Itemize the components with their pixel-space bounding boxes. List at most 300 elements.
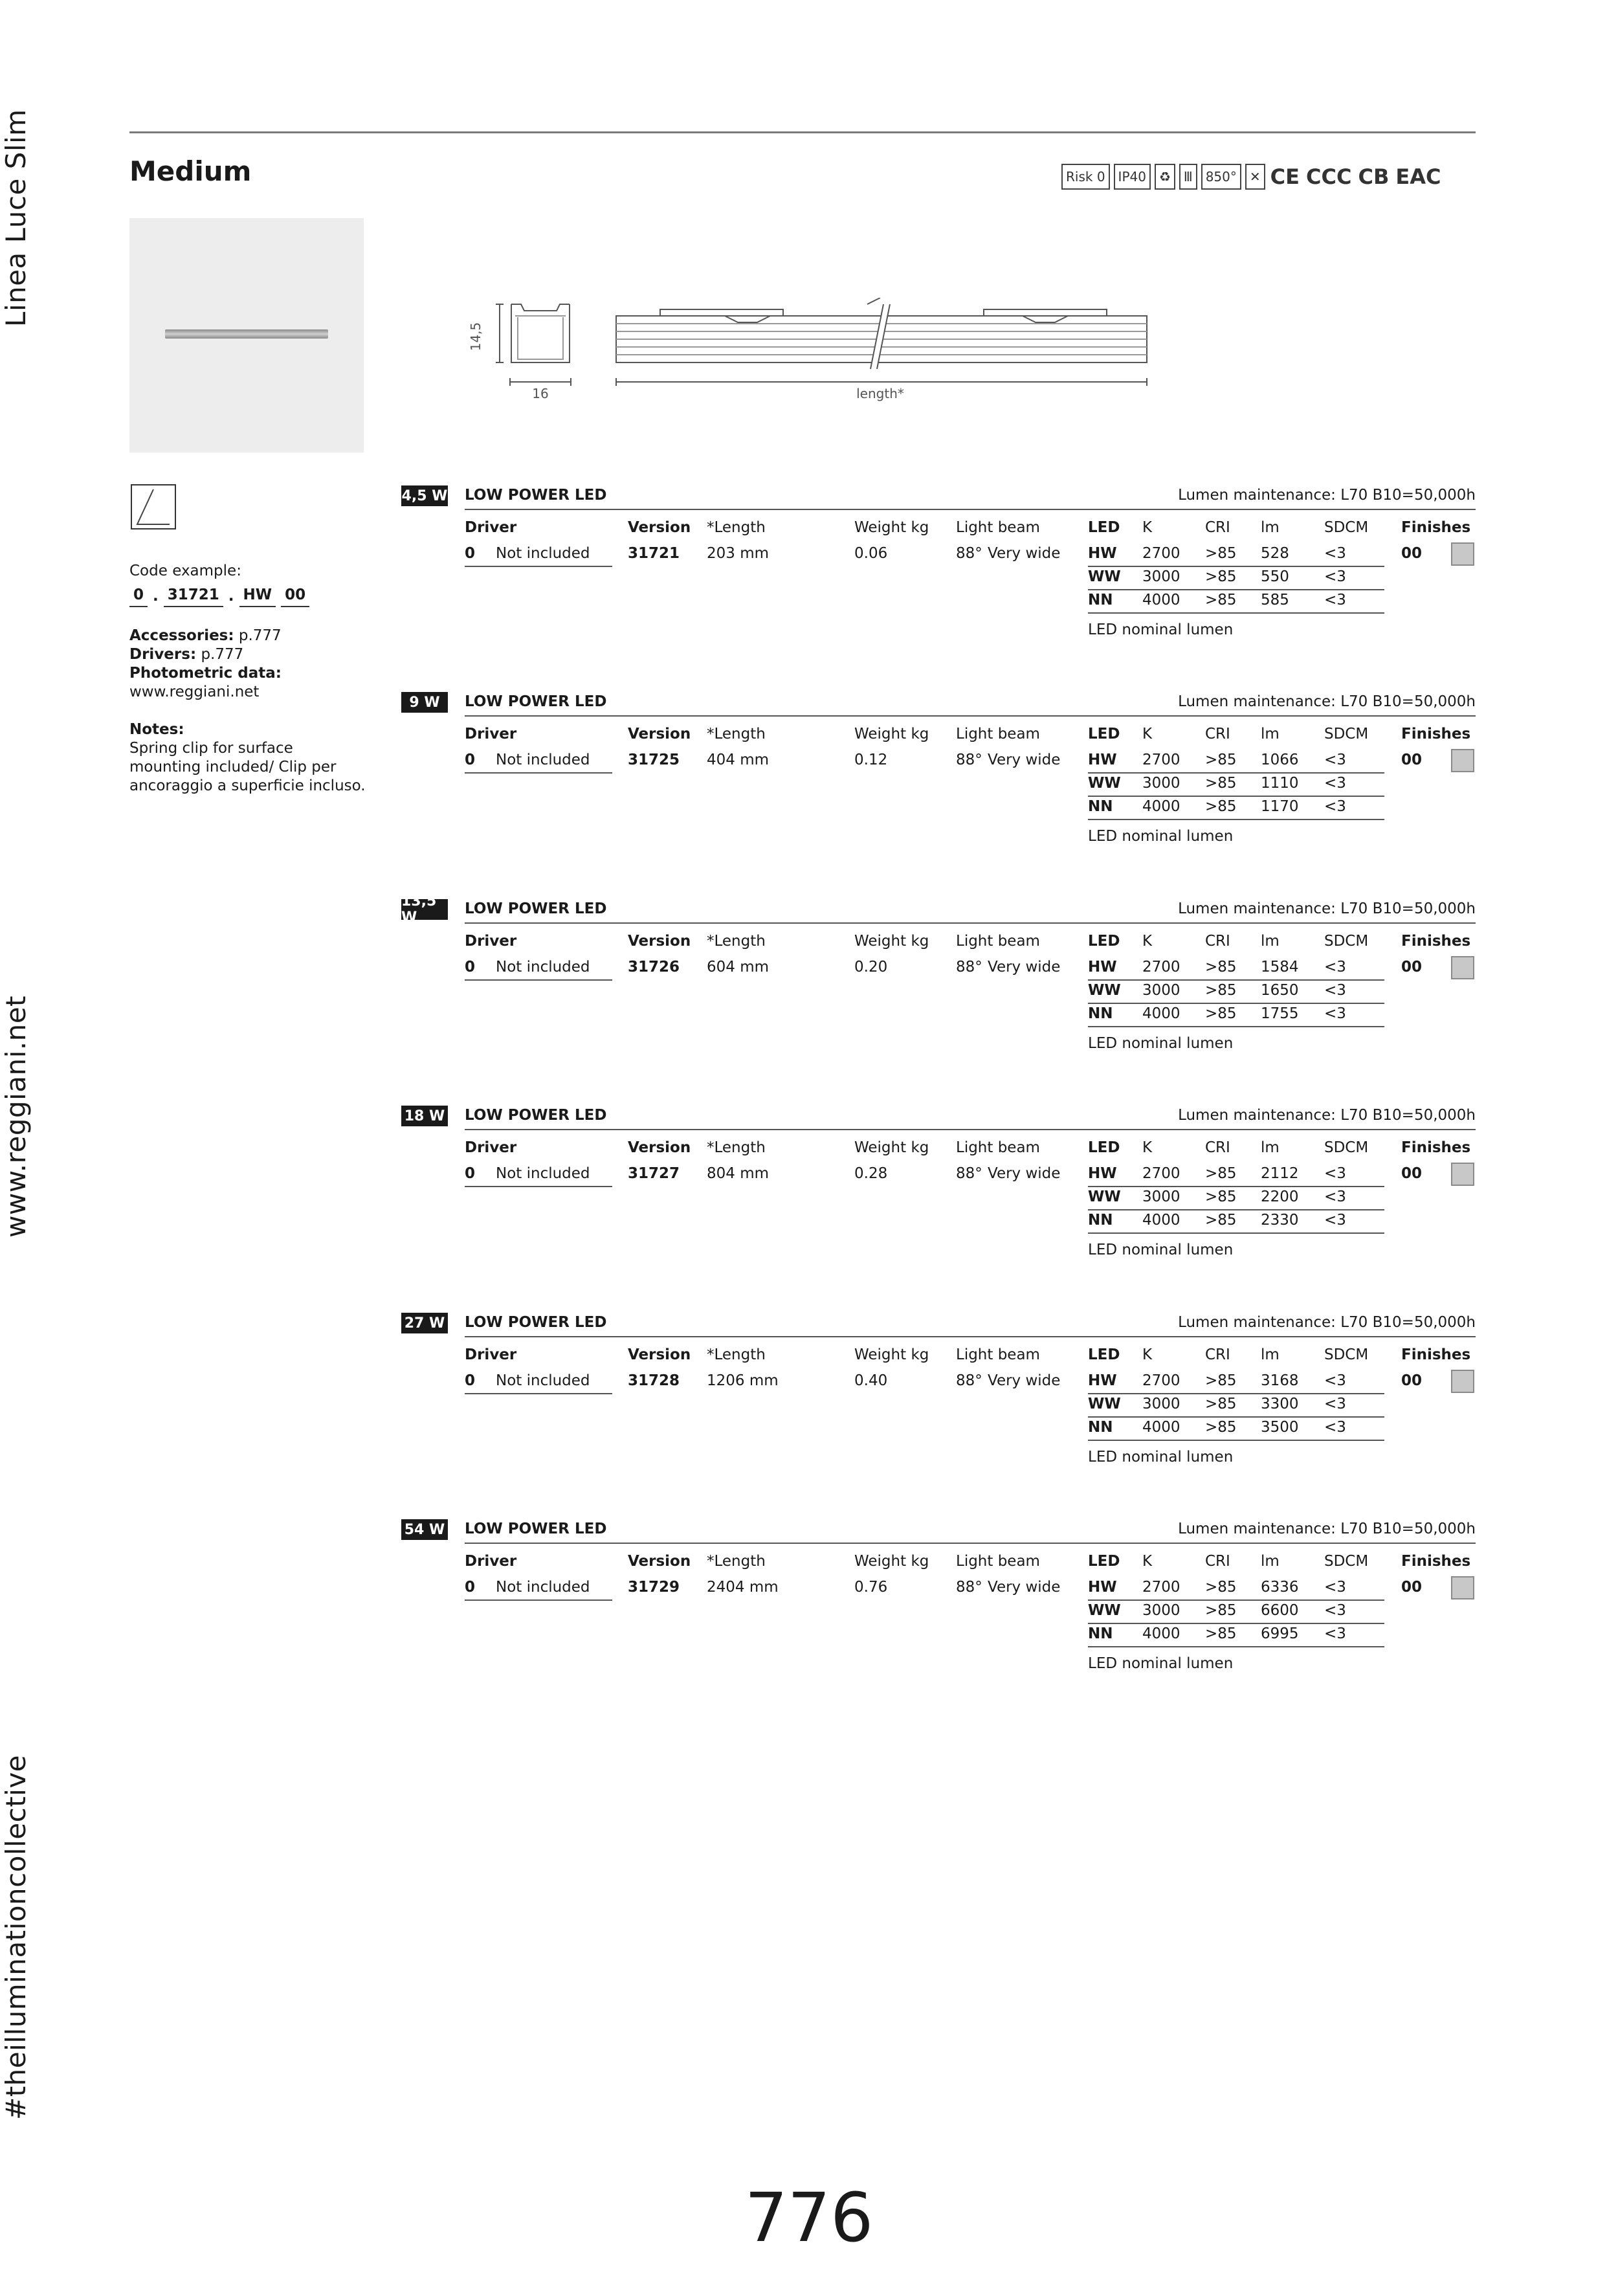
led-row-divider <box>1088 566 1384 567</box>
header-sdcm: SDCM <box>1324 1346 1369 1363</box>
led-cri: >85 <box>1205 775 1237 792</box>
finish-swatch[interactable] <box>1451 1576 1474 1599</box>
header-finishes: Finishes <box>1401 1139 1471 1156</box>
led-row-divider <box>1088 1599 1384 1601</box>
led-code: HW <box>1088 752 1117 768</box>
header-length: *Length <box>707 1346 766 1363</box>
photometric-line <box>129 664 369 683</box>
led-lm: 6336 <box>1261 1579 1299 1596</box>
lumen-maintenance: Lumen maintenance: L70 B10=50,000h <box>1178 1314 1476 1331</box>
led-cri: >85 <box>1205 1579 1237 1596</box>
header-lm: lm <box>1261 1346 1280 1363</box>
notes-label: Notes: <box>129 721 184 738</box>
led-code: WW <box>1088 1188 1121 1205</box>
header-length: *Length <box>707 726 766 742</box>
driver-underline <box>465 1599 612 1601</box>
header-cri: CRI <box>1205 519 1230 536</box>
led-lm: 528 <box>1261 545 1289 562</box>
led-k: 4000 <box>1142 1212 1180 1229</box>
section-title: LOW POWER LED <box>465 693 607 710</box>
header-version: Version <box>628 1139 691 1156</box>
header-led: LED <box>1088 519 1120 536</box>
finish-code: 00 <box>1401 1165 1423 1182</box>
led-nominal-note: LED nominal lumen <box>1088 1035 1234 1052</box>
driver-code: 0 <box>465 752 476 768</box>
led-k: 2700 <box>1142 1165 1180 1182</box>
section-divider <box>465 509 1476 510</box>
notes-text: Spring clip for surface mounting included/ Clip per ancoraggio a superficie incluso. <box>129 740 366 794</box>
led-code: HW <box>1088 1579 1117 1596</box>
lumen-maintenance: Lumen maintenance: L70 B10=50,000h <box>1178 693 1476 710</box>
driver-code: 0 <box>465 1165 476 1182</box>
version-code: 31721 <box>628 545 680 562</box>
finish-swatch[interactable] <box>1451 542 1474 566</box>
light-beam-icon <box>131 484 176 529</box>
beam-label: Very wide <box>988 1579 1061 1596</box>
led-k: 3000 <box>1142 1188 1180 1205</box>
hashtag-text: #theilluminationcollective <box>0 1754 32 2120</box>
led-nominal-note: LED nominal lumen <box>1088 1655 1234 1672</box>
led-code: HW <box>1088 1372 1117 1389</box>
led-lm: 1755 <box>1261 1005 1299 1022</box>
header-driver: Driver <box>465 933 517 950</box>
header-lm: lm <box>1261 1139 1280 1156</box>
header-weight: Weight kg <box>854 1346 929 1363</box>
height-label: 14,5 <box>468 322 483 351</box>
led-sdcm: <3 <box>1324 1188 1346 1205</box>
section-divider <box>465 922 1476 924</box>
weight-value: 0.12 <box>854 752 888 768</box>
led-sdcm: <3 <box>1324 1602 1346 1619</box>
led-k: 2700 <box>1142 752 1180 768</box>
product-section <box>401 1313 1476 1507</box>
led-k: 3000 <box>1142 1602 1180 1619</box>
header-sdcm: SDCM <box>1324 726 1369 742</box>
led-lm: 3168 <box>1261 1372 1299 1389</box>
led-lm: 585 <box>1261 592 1289 608</box>
led-cri: >85 <box>1205 1602 1237 1619</box>
product-photo <box>129 218 364 452</box>
led-sdcm: <3 <box>1324 568 1346 585</box>
led-row-divider <box>1088 612 1384 614</box>
section-divider <box>465 715 1476 717</box>
website-link[interactable]: www.reggiani.net <box>0 995 32 1238</box>
led-row-divider <box>1088 1416 1384 1418</box>
led-sdcm: <3 <box>1324 1165 1346 1182</box>
product-section <box>401 1519 1476 1713</box>
header-weight: Weight kg <box>854 1553 929 1570</box>
header-length: *Length <box>707 519 766 536</box>
left-info-column <box>129 562 369 796</box>
header-version: Version <box>628 933 691 950</box>
led-sdcm: <3 <box>1324 1212 1346 1229</box>
led-row-divider <box>1088 589 1384 590</box>
led-code: NN <box>1088 1419 1113 1436</box>
led-sdcm: <3 <box>1324 1419 1346 1436</box>
header-k: K <box>1142 726 1153 742</box>
led-cri: >85 <box>1205 1396 1237 1412</box>
header-cri: CRI <box>1205 933 1230 950</box>
code-finish: 00 <box>281 586 309 607</box>
header-driver: Driver <box>465 1139 517 1156</box>
code-example <box>129 586 369 607</box>
header-led: LED <box>1088 1346 1120 1363</box>
header-version: Version <box>628 519 691 536</box>
finish-swatch[interactable] <box>1451 1370 1474 1393</box>
led-lm: 1584 <box>1261 959 1299 975</box>
led-cri: >85 <box>1205 798 1237 815</box>
finish-swatch[interactable] <box>1451 956 1474 979</box>
wattage-badge: 9 W <box>401 692 448 713</box>
header-version: Version <box>628 1346 691 1363</box>
header-driver: Driver <box>465 1346 517 1363</box>
led-bar-image <box>165 329 328 339</box>
header-k: K <box>1142 1139 1153 1156</box>
beam-angle: 88° <box>956 959 982 975</box>
no-insulation-icon: ✕ <box>1245 164 1265 190</box>
length-value: 604 mm <box>707 959 770 975</box>
led-sdcm: <3 <box>1324 752 1346 768</box>
cb-mark: CB <box>1358 164 1390 189</box>
led-nominal-note: LED nominal lumen <box>1088 828 1234 845</box>
header-led: LED <box>1088 726 1120 742</box>
header-sdcm: SDCM <box>1324 1139 1369 1156</box>
header-light-beam: Light beam <box>956 726 1040 742</box>
code-separator: . <box>228 588 234 605</box>
header-version: Version <box>628 1553 691 1570</box>
led-row-divider <box>1088 979 1384 981</box>
led-lm: 2330 <box>1261 1212 1299 1229</box>
led-cri: >85 <box>1205 1419 1237 1436</box>
ce-mark: CE <box>1270 164 1300 189</box>
led-code: WW <box>1088 1602 1121 1619</box>
driver-code: 0 <box>465 545 476 562</box>
header-lm: lm <box>1261 1553 1280 1570</box>
header-lm: lm <box>1261 726 1280 742</box>
length-value: 1206 mm <box>707 1372 779 1389</box>
led-code: NN <box>1088 1005 1113 1022</box>
ccc-mark: CCC <box>1306 164 1352 189</box>
led-sdcm: <3 <box>1324 982 1346 999</box>
top-divider <box>129 131 1476 133</box>
length-label: length* <box>856 386 904 401</box>
driver-label: Not included <box>496 959 590 975</box>
led-nominal-note: LED nominal lumen <box>1088 621 1234 638</box>
header-cri: CRI <box>1205 1139 1230 1156</box>
code-led: HW <box>239 586 276 607</box>
lumen-maintenance: Lumen maintenance: L70 B10=50,000h <box>1178 1107 1476 1124</box>
header-light-beam: Light beam <box>956 933 1040 950</box>
driver-label: Not included <box>496 1579 590 1596</box>
version-code: 31726 <box>628 959 680 975</box>
led-row-divider <box>1088 1623 1384 1624</box>
driver-label: Not included <box>496 1372 590 1389</box>
led-cri: >85 <box>1205 752 1237 768</box>
led-row-divider <box>1088 1003 1384 1004</box>
beam-angle: 88° <box>956 1372 982 1389</box>
temp-850: 850° <box>1201 164 1241 190</box>
header-length: *Length <box>707 1553 766 1570</box>
page-number: 776 <box>744 2178 874 2257</box>
led-lm: 1650 <box>1261 982 1299 999</box>
beam-label: Very wide <box>988 959 1061 975</box>
photometric-value[interactable]: www.reggiani.net <box>129 684 260 700</box>
header-length: *Length <box>707 1139 766 1156</box>
header-led: LED <box>1088 1553 1120 1570</box>
beam-label: Very wide <box>988 545 1061 562</box>
header-weight: Weight kg <box>854 1139 929 1156</box>
led-cri: >85 <box>1205 982 1237 999</box>
header-finishes: Finishes <box>1401 933 1471 950</box>
beam-label: Very wide <box>988 1372 1061 1389</box>
eac-mark: EAC <box>1395 164 1441 189</box>
led-cri: >85 <box>1205 1165 1237 1182</box>
led-cri: >85 <box>1205 545 1237 562</box>
header-weight: Weight kg <box>854 933 929 950</box>
technical-drawing <box>453 298 1165 401</box>
led-cri: >85 <box>1205 959 1237 975</box>
section-divider <box>465 1336 1476 1337</box>
led-cri: >85 <box>1205 1188 1237 1205</box>
header-cri: CRI <box>1205 726 1230 742</box>
led-sdcm: <3 <box>1324 545 1346 562</box>
header-finishes: Finishes <box>1401 1346 1471 1363</box>
finish-code: 00 <box>1401 959 1423 975</box>
weight-value: 0.06 <box>854 545 888 562</box>
header-weight: Weight kg <box>854 519 929 536</box>
led-lm: 1110 <box>1261 775 1299 792</box>
led-row-divider <box>1088 772 1384 774</box>
product-section <box>401 893 1476 1093</box>
led-lm: 2112 <box>1261 1165 1299 1182</box>
driver-underline <box>465 566 612 567</box>
led-k: 2700 <box>1142 959 1180 975</box>
version-code: 31729 <box>628 1579 680 1596</box>
lumen-maintenance: Lumen maintenance: L70 B10=50,000h <box>1178 487 1476 504</box>
product-section <box>401 1106 1476 1300</box>
header-light-beam: Light beam <box>956 1553 1040 1570</box>
led-k: 3000 <box>1142 775 1180 792</box>
code-example-label: Code example: <box>129 563 241 579</box>
led-code: NN <box>1088 1625 1113 1642</box>
led-code: NN <box>1088 1212 1113 1229</box>
driver-underline <box>465 1186 612 1187</box>
driver-label: Not included <box>496 1165 590 1182</box>
header-led: LED <box>1088 1139 1120 1156</box>
led-cri: >85 <box>1205 1372 1237 1389</box>
driver-label: Not included <box>496 752 590 768</box>
section-divider <box>465 1543 1476 1544</box>
led-k: 4000 <box>1142 592 1180 608</box>
led-code: WW <box>1088 1396 1121 1412</box>
led-lm: 6995 <box>1261 1625 1299 1642</box>
led-row-divider <box>1088 1209 1384 1210</box>
header-finishes: Finishes <box>1401 1553 1471 1570</box>
code-separator: . <box>153 588 159 605</box>
header-k: K <box>1142 519 1153 536</box>
header-k: K <box>1142 1346 1153 1363</box>
led-sdcm: <3 <box>1324 775 1346 792</box>
version-code: 31725 <box>628 752 680 768</box>
led-row-divider <box>1088 819 1384 820</box>
finish-code: 00 <box>1401 545 1423 562</box>
led-cri: >85 <box>1205 1212 1237 1229</box>
led-code: HW <box>1088 1165 1117 1182</box>
led-lm: 550 <box>1261 568 1289 585</box>
led-sdcm: <3 <box>1324 1625 1346 1642</box>
led-code: WW <box>1088 775 1121 792</box>
led-k: 2700 <box>1142 545 1180 562</box>
drivers-label: Drivers: <box>129 646 197 663</box>
header-finishes: Finishes <box>1401 726 1471 742</box>
led-nominal-note: LED nominal lumen <box>1088 1242 1234 1258</box>
led-sdcm: <3 <box>1324 1005 1346 1022</box>
driver-code: 0 <box>465 959 476 975</box>
beam-label: Very wide <box>988 1165 1061 1182</box>
header-driver: Driver <box>465 1553 517 1570</box>
drivers-line <box>129 645 369 664</box>
led-sdcm: <3 <box>1324 592 1346 608</box>
led-k: 2700 <box>1142 1372 1180 1389</box>
led-k: 4000 <box>1142 1419 1180 1436</box>
finish-swatch[interactable] <box>1451 1163 1474 1186</box>
led-row-divider <box>1088 1232 1384 1234</box>
led-cri: >85 <box>1205 1005 1237 1022</box>
finish-code: 00 <box>1401 1372 1423 1389</box>
lumen-maintenance: Lumen maintenance: L70 B10=50,000h <box>1178 900 1476 917</box>
led-sdcm: <3 <box>1324 1372 1346 1389</box>
led-lm: 3500 <box>1261 1419 1299 1436</box>
led-lm: 2200 <box>1261 1188 1299 1205</box>
led-row-divider <box>1088 1393 1384 1394</box>
version-code: 31728 <box>628 1372 680 1389</box>
weight-value: 0.40 <box>854 1372 888 1389</box>
drivers-value[interactable]: p.777 <box>201 646 244 663</box>
header-light-beam: Light beam <box>956 519 1040 536</box>
risk0: Risk 0 <box>1061 164 1110 190</box>
header-led: LED <box>1088 933 1120 950</box>
driver-underline <box>465 772 612 774</box>
led-sdcm: <3 <box>1324 959 1346 975</box>
header-sdcm: SDCM <box>1324 1553 1369 1570</box>
led-row-divider <box>1088 796 1384 797</box>
finish-code: 00 <box>1401 1579 1423 1596</box>
led-k: 2700 <box>1142 1579 1180 1596</box>
header-sdcm: SDCM <box>1324 519 1369 536</box>
driver-underline <box>465 979 612 981</box>
header-light-beam: Light beam <box>956 1346 1040 1363</box>
driver-label: Not included <box>496 545 590 562</box>
code-driver: 0 <box>129 586 148 607</box>
finish-code: 00 <box>1401 752 1423 768</box>
section-title: LOW POWER LED <box>465 487 607 504</box>
wattage-badge: 18 W <box>401 1106 448 1126</box>
driver-underline <box>465 1393 612 1394</box>
led-k: 4000 <box>1142 1005 1180 1022</box>
header-driver: Driver <box>465 519 517 536</box>
accessories-line <box>129 627 369 645</box>
lumen-maintenance: Lumen maintenance: L70 B10=50,000h <box>1178 1521 1476 1537</box>
class-iii-icon: Ⅲ <box>1179 164 1197 190</box>
page-title: Medium <box>129 155 252 187</box>
led-k: 3000 <box>1142 982 1180 999</box>
header-k: K <box>1142 1553 1153 1570</box>
led-code: HW <box>1088 959 1117 975</box>
length-value: 804 mm <box>707 1165 770 1182</box>
weight-value: 0.76 <box>854 1579 888 1596</box>
led-k: 4000 <box>1142 798 1180 815</box>
led-k: 3000 <box>1142 568 1180 585</box>
beam-label: Very wide <box>988 752 1061 768</box>
finish-swatch[interactable] <box>1451 749 1474 772</box>
led-cri: >85 <box>1205 592 1237 608</box>
weight-value: 0.20 <box>854 959 888 975</box>
header-driver: Driver <box>465 726 517 742</box>
led-code: WW <box>1088 568 1121 585</box>
family-name: Linea Luce Slim <box>0 109 32 327</box>
beam-angle: 88° <box>956 545 982 562</box>
section-title: LOW POWER LED <box>465 1314 607 1331</box>
section-title: LOW POWER LED <box>465 1521 607 1537</box>
led-code: NN <box>1088 592 1113 608</box>
led-cri: >85 <box>1205 568 1237 585</box>
accessories-value[interactable]: p.777 <box>238 627 282 644</box>
led-lm: 6600 <box>1261 1602 1299 1619</box>
header-lm: lm <box>1261 933 1280 950</box>
length-value: 203 mm <box>707 545 770 562</box>
code-version: 31721 <box>164 586 223 607</box>
header-lm: lm <box>1261 519 1280 536</box>
wattage-badge: 54 W <box>401 1519 448 1540</box>
length-value: 2404 mm <box>707 1579 779 1596</box>
led-cri: >85 <box>1205 1625 1237 1642</box>
led-code: NN <box>1088 798 1113 815</box>
ip40: IP40 <box>1114 164 1151 190</box>
section-title: LOW POWER LED <box>465 900 607 917</box>
led-row-divider <box>1088 1646 1384 1647</box>
led-lm: 1066 <box>1261 752 1299 768</box>
header-finishes: Finishes <box>1401 519 1471 536</box>
product-section <box>401 485 1476 680</box>
header-k: K <box>1142 933 1153 950</box>
led-row-divider <box>1088 1186 1384 1187</box>
certification-icons <box>1061 164 1442 191</box>
led-row-divider <box>1088 1026 1384 1027</box>
led-lm: 1170 <box>1261 798 1299 815</box>
wattage-badge: 4,5 W <box>401 485 448 506</box>
led-k: 3000 <box>1142 1396 1180 1412</box>
section-title: LOW POWER LED <box>465 1107 607 1124</box>
led-k: 4000 <box>1142 1625 1180 1642</box>
header-sdcm: SDCM <box>1324 933 1369 950</box>
header-length: *Length <box>707 933 766 950</box>
led-sdcm: <3 <box>1324 1396 1346 1412</box>
header-light-beam: Light beam <box>956 1139 1040 1156</box>
photometric-label: Photometric data: <box>129 665 282 682</box>
driver-code: 0 <box>465 1579 476 1596</box>
beam-angle: 88° <box>956 752 982 768</box>
led-code: WW <box>1088 982 1121 999</box>
header-weight: Weight kg <box>854 726 929 742</box>
header-version: Version <box>628 726 691 742</box>
product-section <box>401 692 1476 886</box>
beam-angle: 88° <box>956 1165 982 1182</box>
recycle-icon: ♻ <box>1155 164 1175 190</box>
led-code: HW <box>1088 545 1117 562</box>
driver-code: 0 <box>465 1372 476 1389</box>
led-sdcm: <3 <box>1324 1579 1346 1596</box>
led-nominal-note: LED nominal lumen <box>1088 1449 1234 1466</box>
